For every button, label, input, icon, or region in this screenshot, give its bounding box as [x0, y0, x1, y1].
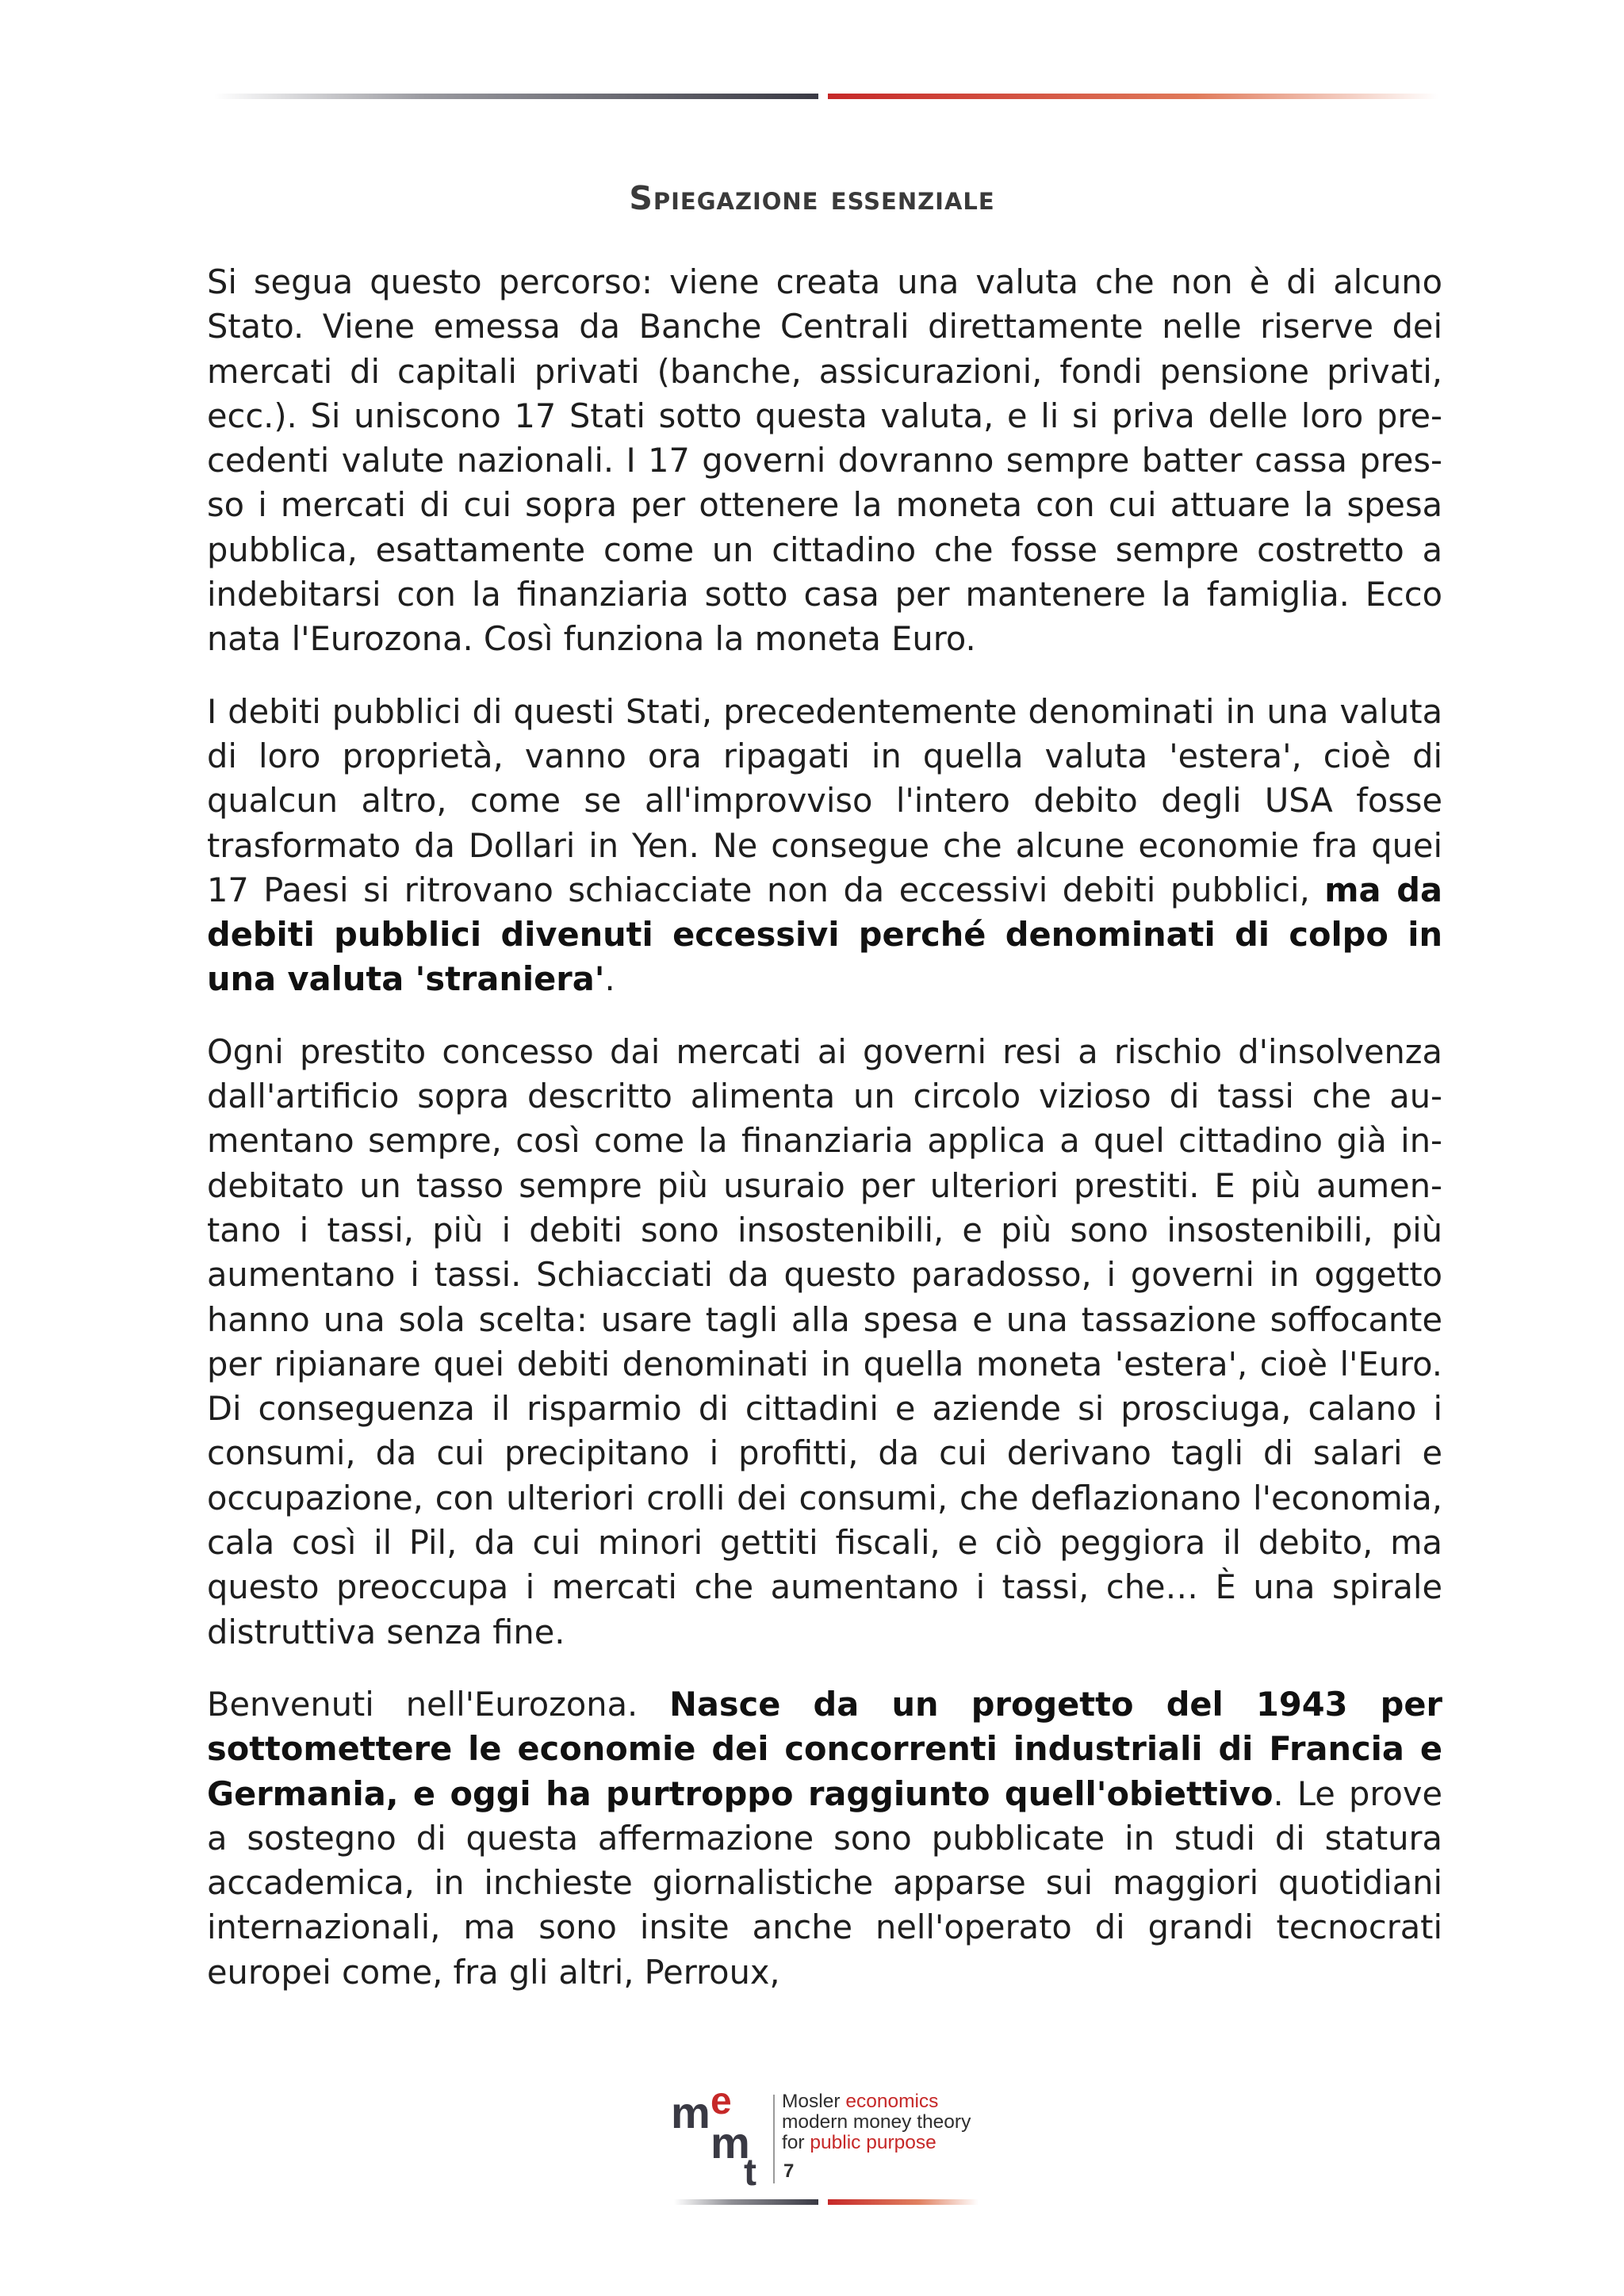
footer-rule-gray: [674, 2199, 818, 2205]
header-rule-gray: [214, 94, 818, 99]
paragraph-2-bold-text: ma da debiti pubblici divenuti eccessivi perché denominati di colpo in una valuta 'straniera': [207, 870, 1442, 999]
memt-logo: [671, 2085, 769, 2188]
paragraph-1: [207, 260, 1442, 662]
body-text: [207, 260, 1442, 2022]
paragraph-4-text: Benvenuti nell'Eurozona.: [207, 1684, 670, 1724]
paragraph-4: [207, 1682, 1442, 1995]
paragraph-2-text: I debiti pubblici di questi Stati, precedentemente denominati in una valuta di loro proprietà, vanno ora ripagati in quella valuta 'estera', cioè di qualcun altro, come se all'improvviso l'intero debito degli USA fosse trasformato da Dollari in Yen. Ne consegue che alcune economie fra quei 17 Paesi si ritrovano schiacciate non da eccessivi debiti pubblici,: [207, 691, 1442, 909]
paragraph-4-bold-text: Nasce da un progetto del 1943 per sottomettere le economie dei concorrenti industriali di Francia e Germania, e oggi ha purtroppo raggiunto quell'obiettivo: [207, 1684, 1443, 1813]
tagline-mosler: Mosler: [782, 2091, 846, 2112]
paragraph-3: [207, 1030, 1442, 1655]
footer-rule-red: [828, 2199, 979, 2205]
tagline-line-2: modern money theory: [782, 2111, 971, 2133]
header-rule-red: [828, 94, 1438, 99]
tagline-line-1: [782, 2091, 971, 2112]
svg-text:e: e: [710, 2085, 732, 2122]
svg-text:m: m: [671, 2087, 710, 2137]
paragraph-2: [207, 690, 1442, 1002]
page-number: 7: [783, 2160, 795, 2182]
svg-text:t: t: [744, 2152, 756, 2188]
tagline-public-purpose: public purpose: [810, 2132, 936, 2153]
paragraph-1-text: Si segua questo percorso: viene creata una valuta che non è di alcuno Stato. Viene emessa da Banche Centrali direttamente nelle riserve dei mercati di capitali privati (banche, assicurazioni, fondi pensione privati, ecc.). Si uniscono 17 Stati sotto questa valuta, e li si priva delle loro precedenti valute nazionali. I 17 governi dovranno sempre batter cassa presso i mercati di cui sopra per ottenere la moneta con cui attuare la spesa pubblica, esattamente come un cittadino che fosse sempre costretto a indebitarsi con la finanziaria sotto casa per mantenere la famiglia. Ecco nata l'Eurozona. Così funziona la moneta Euro.: [207, 262, 1442, 659]
tagline-for: for: [782, 2132, 810, 2153]
svg-text:m: m: [710, 2118, 750, 2168]
paragraph-2-end: .: [604, 959, 615, 999]
paragraph-4-end: . Le prove a sostegno di questa affermazione sono pubblicate in studi di statura accademica, in inchieste giornalistiche apparse sui maggiori quotidiani internazionali, ma sono insite anche nell'operato di grandi tecnocrati europei come, fra gli altri, Perroux,: [207, 1774, 1442, 1992]
tagline-economics: economics: [845, 2091, 939, 2112]
footer-tagline: [782, 2091, 971, 2153]
tagline-line-3: [782, 2133, 971, 2153]
logo-divider: [773, 2095, 775, 2183]
section-title: Spiegazione essenziale: [629, 179, 995, 217]
paragraph-3-text: Ogni prestito concesso dai mercati ai governi resi a rischio d'insolvenza dall'artificio sopra descritto alimenta un circolo vizioso di tassi che aumentano sempre, così come la finanziaria applica a quel cittadino già indebitato un tasso sempre più usuraio per ulteriori prestiti. E più aumentano i tassi, più i debiti sono insostenibili, e più sono insostenibili, più aumentano i tassi. Schiacciati da questo paradosso, i governi in oggetto hanno una sola scelta: usare tagli alla spesa e una tassazione soffocante per ripianare quei debiti denominati in quella moneta 'estera', cioè l'Euro. Di conseguenza il risparmio di cittadini e aziende si prosciuga, calano i consumi, da cui precipitano i profitti, da cui derivano tagli di salari e occupazione, con ulteriori crolli dei consumi, che deflazionano l'economia, cala così il Pil, da cui minori gettiti fiscali, e ciò peggiora il debito, ma questo preoccupa i mercati che aumentano i tassi, che… È una spirale distruttiva senza fine.: [207, 1031, 1442, 1651]
